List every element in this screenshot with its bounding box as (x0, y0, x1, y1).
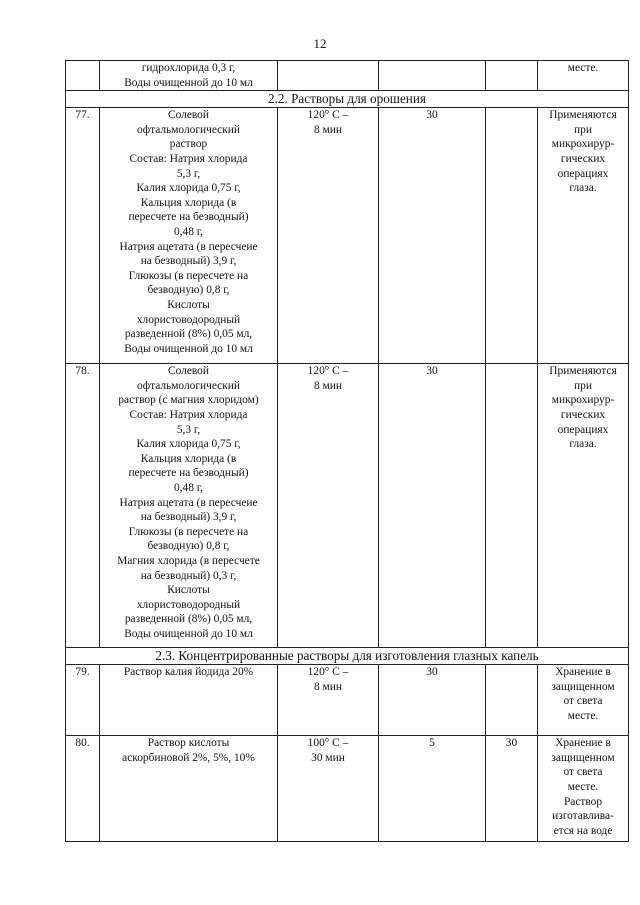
extra-cell (486, 665, 538, 736)
composition-cell (100, 665, 278, 736)
composition-line: безводную) 0,8 г, (147, 540, 230, 553)
note-line: при (574, 123, 592, 136)
section-title-2-3: 2.3. Концентрированные растворы для изготовления глазных капель (66, 648, 629, 665)
sterilization-line: 8 мин (314, 680, 342, 693)
shelf-life-cell (379, 61, 486, 91)
composition-line: пересчете на безводный) (128, 211, 249, 224)
extra-cell (486, 61, 538, 91)
shelf-life-cell: 30 (379, 108, 486, 364)
note-cell (538, 61, 629, 91)
note-line: глаза. (569, 438, 597, 451)
section-title-2-2: 2.2. Растворы для орошения (66, 91, 629, 108)
note-line: Применяются (549, 365, 617, 378)
composition-line: офтальмологический (137, 123, 240, 136)
sterilization-line: 8 мин (314, 379, 342, 392)
composition-line: Натрия ацетата (в пересчеие (119, 496, 258, 509)
sterilization-cell (278, 364, 379, 648)
note-line: от света (563, 695, 603, 708)
page-number: 12 (313, 36, 327, 51)
composition-line: офтальмологический (137, 379, 240, 392)
note-line: Хранение в (555, 737, 611, 750)
note-line: глаза. (569, 182, 597, 195)
composition-line: Кальция хлорида (в (140, 452, 237, 465)
note-line: гических (560, 408, 606, 421)
composition-line: разведенной (8%) 0,05 мл, (124, 328, 253, 341)
formulation-table (65, 60, 629, 842)
note-line: гических (560, 152, 606, 165)
note-line: защищенном (551, 751, 615, 764)
composition-cell (100, 364, 278, 648)
composition-line: Кислоты (167, 298, 210, 311)
composition-line: хлористоводородный (136, 313, 241, 326)
section-row (66, 648, 629, 665)
shelf-life-cell: 5 (379, 736, 486, 842)
sterilization-line: 120° С – (307, 365, 349, 378)
note-line: микрохирур- (551, 138, 615, 151)
sterilization-line: 30 мин (311, 751, 345, 764)
sterilization-cell (278, 736, 379, 842)
note-line: операциях (557, 167, 609, 180)
note-line: при (574, 379, 592, 392)
composition-line: Кальция хлорида (в (140, 196, 237, 209)
composition-line: гидрохлорида 0,3 г, (141, 62, 236, 74)
composition-line: Кислоты (167, 584, 210, 597)
section-row (66, 91, 629, 108)
note-line: микрохирур- (551, 394, 615, 407)
note-cell (538, 364, 629, 648)
row-number: 77. (66, 108, 100, 364)
composition-line: Воды очищенной до 10 мл (124, 627, 253, 640)
composition-line: Воды очищенной до 10 мл (124, 76, 253, 89)
table-row-continuation (66, 61, 629, 91)
composition-line: Магния хлорида (в пересчете (117, 554, 260, 567)
composition-line: разведенной (8%) 0,05 мл, (124, 613, 253, 626)
composition-line: Солевой (168, 365, 209, 378)
composition-line: на безводный) 3,9 г, (140, 511, 237, 524)
composition-line: Калия хлорида 0,75 г, (136, 438, 241, 451)
sterilization-line: 120° С – (307, 666, 349, 679)
composition-line: на безводный) 3,9 г, (140, 255, 237, 268)
composition-cell (100, 61, 278, 91)
note-line: защищенном (551, 680, 615, 693)
composition-line: Раствор калия йодида 20% (123, 666, 254, 679)
shelf-life-cell: 30 (379, 665, 486, 736)
composition-line: безводную) 0,8 г, (147, 284, 230, 297)
sterilization-cell (278, 665, 379, 736)
shelf-life-cell: 30 (379, 364, 486, 648)
note-line: месте. (567, 780, 599, 793)
extra-cell (486, 108, 538, 364)
sterilization-line: 8 мин (314, 123, 342, 136)
sterilization-cell (278, 61, 379, 91)
composition-line: Состав: Натрия хлорида (129, 152, 248, 165)
table-row-80 (66, 736, 629, 842)
extra-cell (486, 364, 538, 648)
table-row-79 (66, 665, 629, 736)
note-line: месте. (567, 62, 599, 74)
composition-cell (100, 108, 278, 364)
note-line: операциях (557, 423, 609, 436)
composition-line: на безводный) 0,3 г, (140, 569, 237, 582)
composition-line: хлористоводородный (136, 598, 241, 611)
composition-line: Состав: Натрия хлорида (129, 408, 248, 421)
note-line: Применяются (549, 109, 617, 122)
sterilization-line: 100° С – (307, 737, 349, 750)
composition-cell (100, 736, 278, 842)
row-number: 78. (66, 364, 100, 648)
table-row-77 (66, 108, 629, 364)
composition-line: Глюкозы (в пересчете на (128, 525, 249, 538)
row-number: 80. (66, 736, 100, 842)
note-line: Хранение в (555, 666, 611, 679)
composition-line: пересчете на безводный) (128, 467, 249, 480)
note-cell (538, 736, 629, 842)
number-cell (66, 61, 100, 91)
sterilization-line: 120° С – (307, 109, 349, 122)
composition-line: аскорбиновой 2%, 5%, 10% (122, 751, 255, 764)
row-number: 79. (66, 665, 100, 736)
table-row-78 (66, 364, 629, 648)
composition-line: Глюкозы (в пересчете на (128, 269, 249, 282)
composition-line: раствор (с магния хлоридом) (118, 394, 259, 407)
note-line: ется на воде (553, 824, 613, 837)
composition-line: Натрия ацетата (в пересчеие (119, 240, 258, 253)
composition-line: Воды очищенной до 10 мл (124, 342, 253, 355)
note-line: Раствор (563, 795, 603, 808)
composition-line: Солевой (168, 109, 209, 122)
composition-line: 5,3 г, (176, 423, 201, 436)
composition-line: 0,48 г, (173, 481, 203, 494)
note-line: от света (563, 766, 603, 779)
composition-line: раствор (169, 138, 208, 151)
composition-line: 0,48 г, (173, 225, 203, 238)
note-cell (538, 665, 629, 736)
note-line: изготавлива- (552, 810, 614, 823)
note-line: месте. (567, 709, 599, 722)
extra-cell: 30 (486, 736, 538, 842)
composition-line: 5,3 г, (176, 167, 201, 180)
composition-line: Раствор кислоты (147, 737, 230, 750)
sterilization-cell (278, 108, 379, 364)
note-cell (538, 108, 629, 364)
composition-line: Калия хлорида 0,75 г, (136, 182, 241, 195)
